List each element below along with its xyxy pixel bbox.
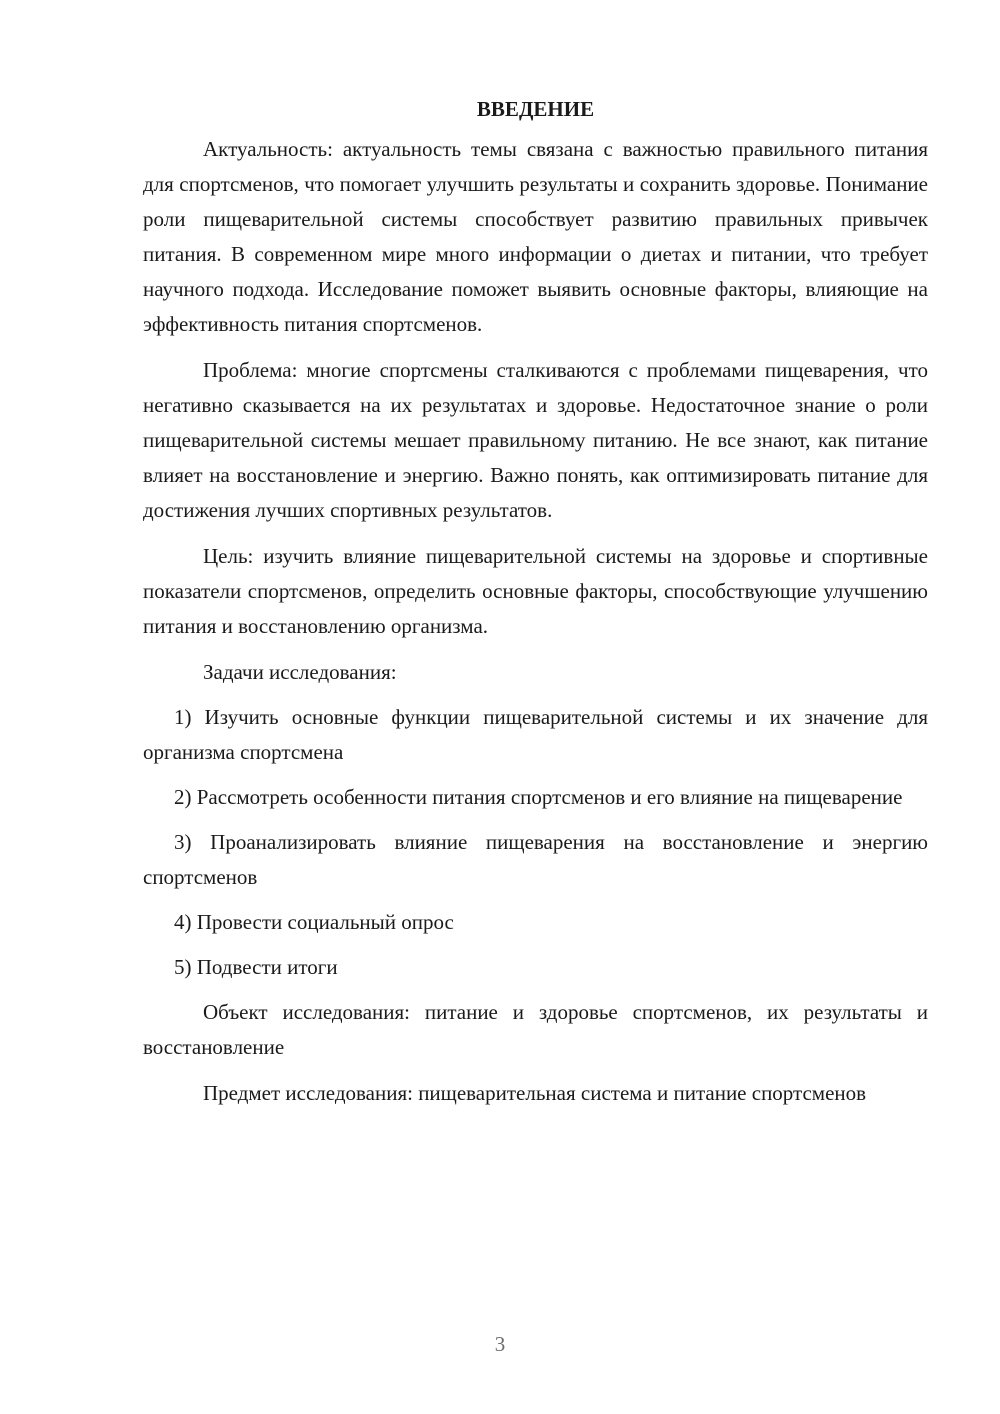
- document-page: [143, 92, 928, 1122]
- tasks-heading: Задачи исследования:: [203, 660, 397, 684]
- subject-paragraph: Предмет исследования: пищеварительная система и питание спортсменов: [203, 1081, 867, 1105]
- goal-paragraph: Цель: изучить влияние пищеварительной системы на здоровье и спортивные показатели спортсменов, определить основные факторы, способствующие улучшению питания и восстановлению организма.: [143, 544, 928, 638]
- task-item-3: 3) Проанализировать влияние пищеварения на восстановление и энергию спортсменов: [143, 830, 928, 889]
- relevance-paragraph: Актуальность: актуальность темы связана с важностью правильного питания для спортсменов, что помогает улучшить результаты и сохранить здоровье. Понимание роли пищеварительной системы способствует развитию правильных привычек питания. В современном мире много информации о диетах и питании, что требует научного подхода. Исследование поможет выявить основные факторы, влияющие на эффективность питания спортсменов.: [143, 137, 928, 336]
- problem-paragraph: Проблема: многие спортсмены сталкиваются с проблемами пищеварения, что негативно сказывается на их результатах и здоровье. Недостаточное знание о роли пищеварительной системы мешает правильному питанию. Не все знают, как питание влияет на восстановление и энергию. Важно понять, как оптимизировать питание для достижения лучших спортивных результатов.: [143, 358, 928, 522]
- task-item-4: 4) Провести социальный опрос: [174, 910, 454, 934]
- page-number: 3: [494, 1332, 506, 1356]
- object-paragraph: Объект исследования: питание и здоровье спортсменов, их результаты и восстановление: [143, 1000, 928, 1059]
- task-item-5: 5) Подвести итоги: [174, 955, 338, 979]
- task-item-1: 1) Изучить основные функции пищеварительной системы и их значение для организма спортсмена: [143, 705, 928, 764]
- task-item-2: 2) Рассмотреть особенности питания спортсменов и его влияние на пищеварение: [174, 785, 903, 809]
- page-title: ВВЕДЕНИЕ: [476, 97, 595, 121]
